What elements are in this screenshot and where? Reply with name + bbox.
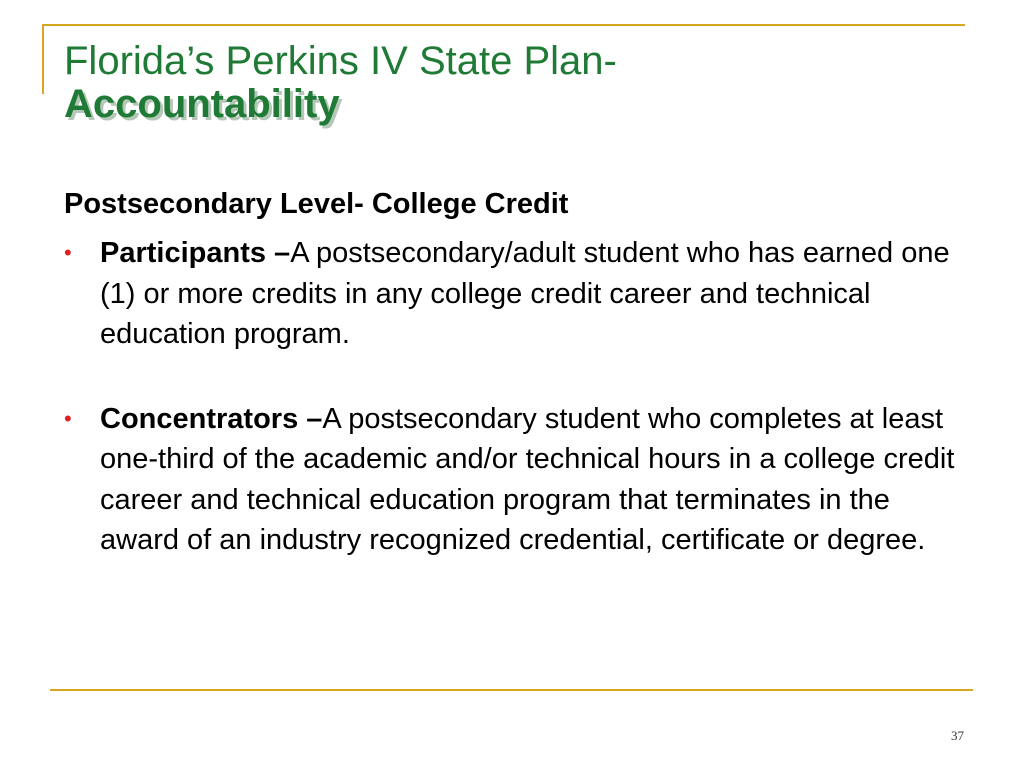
bullet-item-participants xyxy=(64,233,964,355)
bottom-border-rule xyxy=(50,689,973,691)
bullet-icon: • xyxy=(64,405,72,431)
left-border-rule xyxy=(42,24,44,94)
slide-title xyxy=(64,40,964,126)
bullet-item-concentrators xyxy=(64,399,964,561)
page-number: 37 xyxy=(951,728,964,743)
bullet-list xyxy=(64,233,964,561)
section-subheading: Postsecondary Level- College Credit xyxy=(64,188,569,220)
bullet-term: Concentrators – xyxy=(100,402,323,435)
slide-title-line2: Accountability xyxy=(64,82,340,126)
bullet-icon: • xyxy=(64,240,72,265)
bullet-text: A postsecondary/adult student who has earned one (1) or more credits in any college credit career and technical education program. xyxy=(100,237,950,350)
top-border-rule xyxy=(42,24,965,26)
slide-title-line1: Florida’s Perkins IV State Plan- xyxy=(64,39,617,83)
bullet-term: Participants – xyxy=(100,237,291,269)
bullet-text: A postsecondary student who completes at least one-third of the academic and/or technical hours in a college credit career and technical education program that terminates in the award of an industry recognized credential, certificate or degree. xyxy=(100,402,955,556)
